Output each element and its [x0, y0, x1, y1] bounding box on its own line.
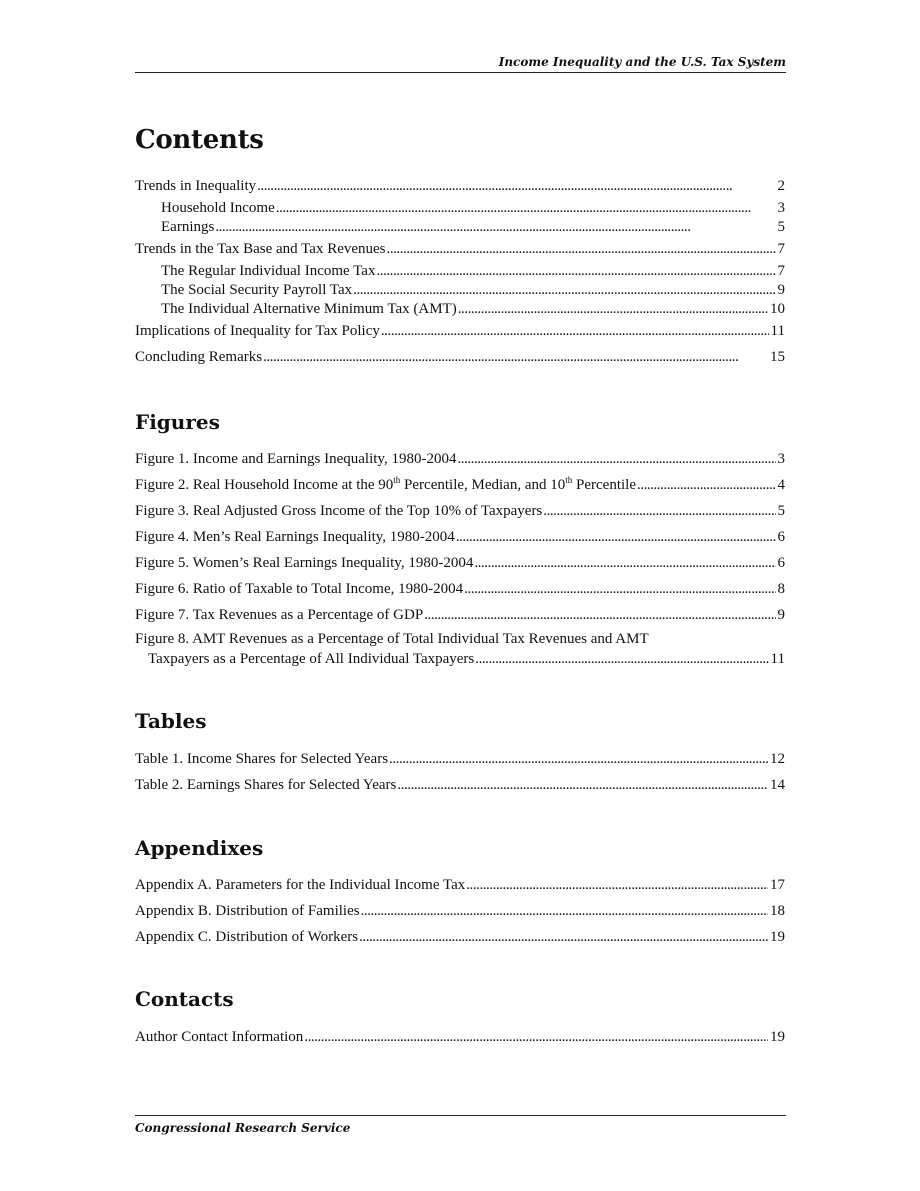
toc-entry-page: 7 — [777, 241, 785, 257]
toc-entry-label: Taxpayers as a Percentage of All Individual Taxpayers — [148, 651, 475, 667]
dot-leader — [381, 322, 769, 341]
toc-entry[interactable] — [135, 450, 785, 469]
toc-entry-label: The Regular Individual Income Tax — [161, 263, 376, 279]
running-footer: Congressional Research Service — [135, 1121, 351, 1135]
dot-leader — [359, 928, 768, 947]
toc-entry[interactable] — [135, 606, 785, 625]
toc-entry-page: 17 — [770, 877, 785, 893]
toc-entry-label: Table 1. Income Shares for Selected Years — [135, 751, 389, 767]
dot-leader — [466, 876, 768, 895]
dot-leader — [475, 650, 768, 669]
toc-entry-label: Implications of Inequality for Tax Policy — [135, 323, 380, 339]
toc-entry[interactable] — [135, 876, 785, 895]
toc-entry[interactable] — [161, 218, 785, 237]
toc-entry-page: 9 — [777, 282, 785, 298]
toc-entry-label: Earnings — [161, 219, 215, 235]
toc-entry-page: 10 — [770, 301, 785, 317]
dot-leader — [361, 902, 768, 921]
toc-entry[interactable] — [135, 750, 785, 769]
toc-entry[interactable] — [135, 776, 785, 795]
toc-entry[interactable] — [135, 580, 785, 599]
toc-entry[interactable] — [148, 650, 785, 669]
toc-entry-label: The Individual Alternative Minimum Tax (AMT) — [161, 301, 457, 317]
toc-entry[interactable] — [161, 281, 785, 300]
toc-entry-page: 3 — [777, 451, 785, 467]
toc-entry[interactable] — [135, 1028, 785, 1047]
toc-entry[interactable] — [135, 322, 785, 341]
toc-entry-label: The Social Security Payroll Tax — [161, 282, 353, 298]
toc-entry-label: Figure 4. Men’s Real Earnings Inequality, 1980-2004 — [135, 529, 455, 545]
running-header: Income Inequality and the U.S. Tax System — [498, 55, 786, 69]
appendixes-heading: Appendixes — [135, 836, 264, 860]
dot-leader — [637, 476, 776, 495]
toc-entry-label: Appendix B. Distribution of Families — [135, 903, 360, 919]
dot-leader — [263, 348, 768, 367]
toc-entry-label: Author Contact Information — [135, 1029, 304, 1045]
dot-leader — [464, 580, 775, 599]
toc-entry[interactable] — [135, 502, 785, 521]
toc-entry[interactable] — [135, 554, 785, 573]
footer-rule — [135, 1115, 786, 1116]
dot-leader — [257, 177, 775, 196]
toc-entry-label: Figure 1. Income and Earnings Inequality, 1980-2004 — [135, 451, 457, 467]
label-part: Percentile — [572, 477, 636, 493]
superscript: th — [565, 475, 573, 485]
toc-entry-label: Appendix C. Distribution of Workers — [135, 929, 359, 945]
tables-heading: Tables — [135, 709, 207, 733]
toc-entry-page: 5 — [777, 503, 785, 519]
toc-entry[interactable] — [161, 199, 785, 218]
toc-entry[interactable] — [135, 476, 785, 495]
contents-heading: Contents — [135, 125, 264, 155]
toc-entry-page: 15 — [770, 349, 785, 365]
toc-entry-page: 2 — [777, 178, 785, 194]
toc-entry[interactable] — [135, 902, 785, 921]
toc-entry[interactable] — [135, 348, 785, 367]
toc-entry[interactable] — [161, 262, 785, 281]
toc-entry-page: 9 — [777, 607, 785, 623]
toc-entry-page: 11 — [770, 323, 785, 339]
toc-entry-page: 14 — [770, 777, 785, 793]
figures-heading: Figures — [135, 410, 220, 434]
header-rule — [135, 72, 786, 73]
dot-leader — [458, 300, 768, 319]
label-part: Figure 2. Real Household Income at the 90 — [135, 477, 394, 493]
toc-entry-label: Figure 3. Real Adjusted Gross Income of the Top 10% of Taxpayers — [135, 503, 543, 519]
toc-entry-page: 12 — [770, 751, 785, 767]
dot-leader — [376, 262, 775, 281]
toc-entry-label: Concluding Remarks — [135, 349, 263, 365]
toc-entry[interactable] — [161, 300, 785, 319]
toc-entry-page: 4 — [777, 477, 785, 493]
toc-entry-page: 7 — [777, 263, 785, 279]
dot-leader — [397, 776, 768, 795]
toc-entry-page: 19 — [770, 929, 785, 945]
dot-leader — [215, 218, 775, 237]
dot-leader — [353, 281, 775, 300]
dot-leader — [543, 502, 775, 521]
toc-entry-label: Appendix A. Parameters for the Individual Income Tax — [135, 877, 466, 893]
toc-entry-label: Figure 6. Ratio of Taxable to Total Income, 1980-2004 — [135, 581, 464, 597]
dot-leader — [456, 528, 776, 547]
toc-entry-page: 8 — [777, 581, 785, 597]
label-part: Percentile, Median, and 10 — [400, 477, 566, 493]
dot-leader — [387, 240, 776, 259]
toc-entry-label: Household Income — [161, 200, 275, 216]
dot-leader — [276, 199, 776, 218]
toc-entry-first-line[interactable]: Figure 8. AMT Revenues as a Percentage of Total Individual Tax Revenues and AMT — [135, 631, 649, 647]
toc-entry-page: 18 — [770, 903, 785, 919]
toc-entry-label: Figure 7. Tax Revenues as a Percentage of GDP — [135, 607, 424, 623]
dot-leader — [457, 450, 775, 469]
dot-leader — [304, 1028, 768, 1047]
toc-entry-label: Trends in the Tax Base and Tax Revenues — [135, 241, 386, 257]
toc-entry-label — [135, 476, 636, 495]
toc-entry[interactable] — [135, 177, 785, 196]
toc-entry[interactable] — [135, 928, 785, 947]
dot-leader — [424, 606, 775, 625]
toc-entry-label: Table 2. Earnings Shares for Selected Years — [135, 777, 397, 793]
toc-entry[interactable] — [135, 240, 785, 259]
toc-entry-page: 3 — [777, 200, 785, 216]
toc-entry-page: 6 — [777, 555, 785, 571]
toc-entry-page: 19 — [770, 1029, 785, 1045]
superscript: th — [393, 475, 401, 485]
contacts-heading: Contacts — [135, 987, 234, 1011]
toc-entry-page: 11 — [770, 651, 785, 667]
toc-entry-page: 6 — [777, 529, 785, 545]
toc-entry[interactable] — [135, 528, 785, 547]
dot-leader — [389, 750, 768, 769]
toc-entry-label: Trends in Inequality — [135, 178, 257, 194]
toc-entry-page: 5 — [777, 219, 785, 235]
dot-leader — [474, 554, 775, 573]
toc-entry-label: Figure 5. Women’s Real Earnings Inequality, 1980-2004 — [135, 555, 474, 571]
